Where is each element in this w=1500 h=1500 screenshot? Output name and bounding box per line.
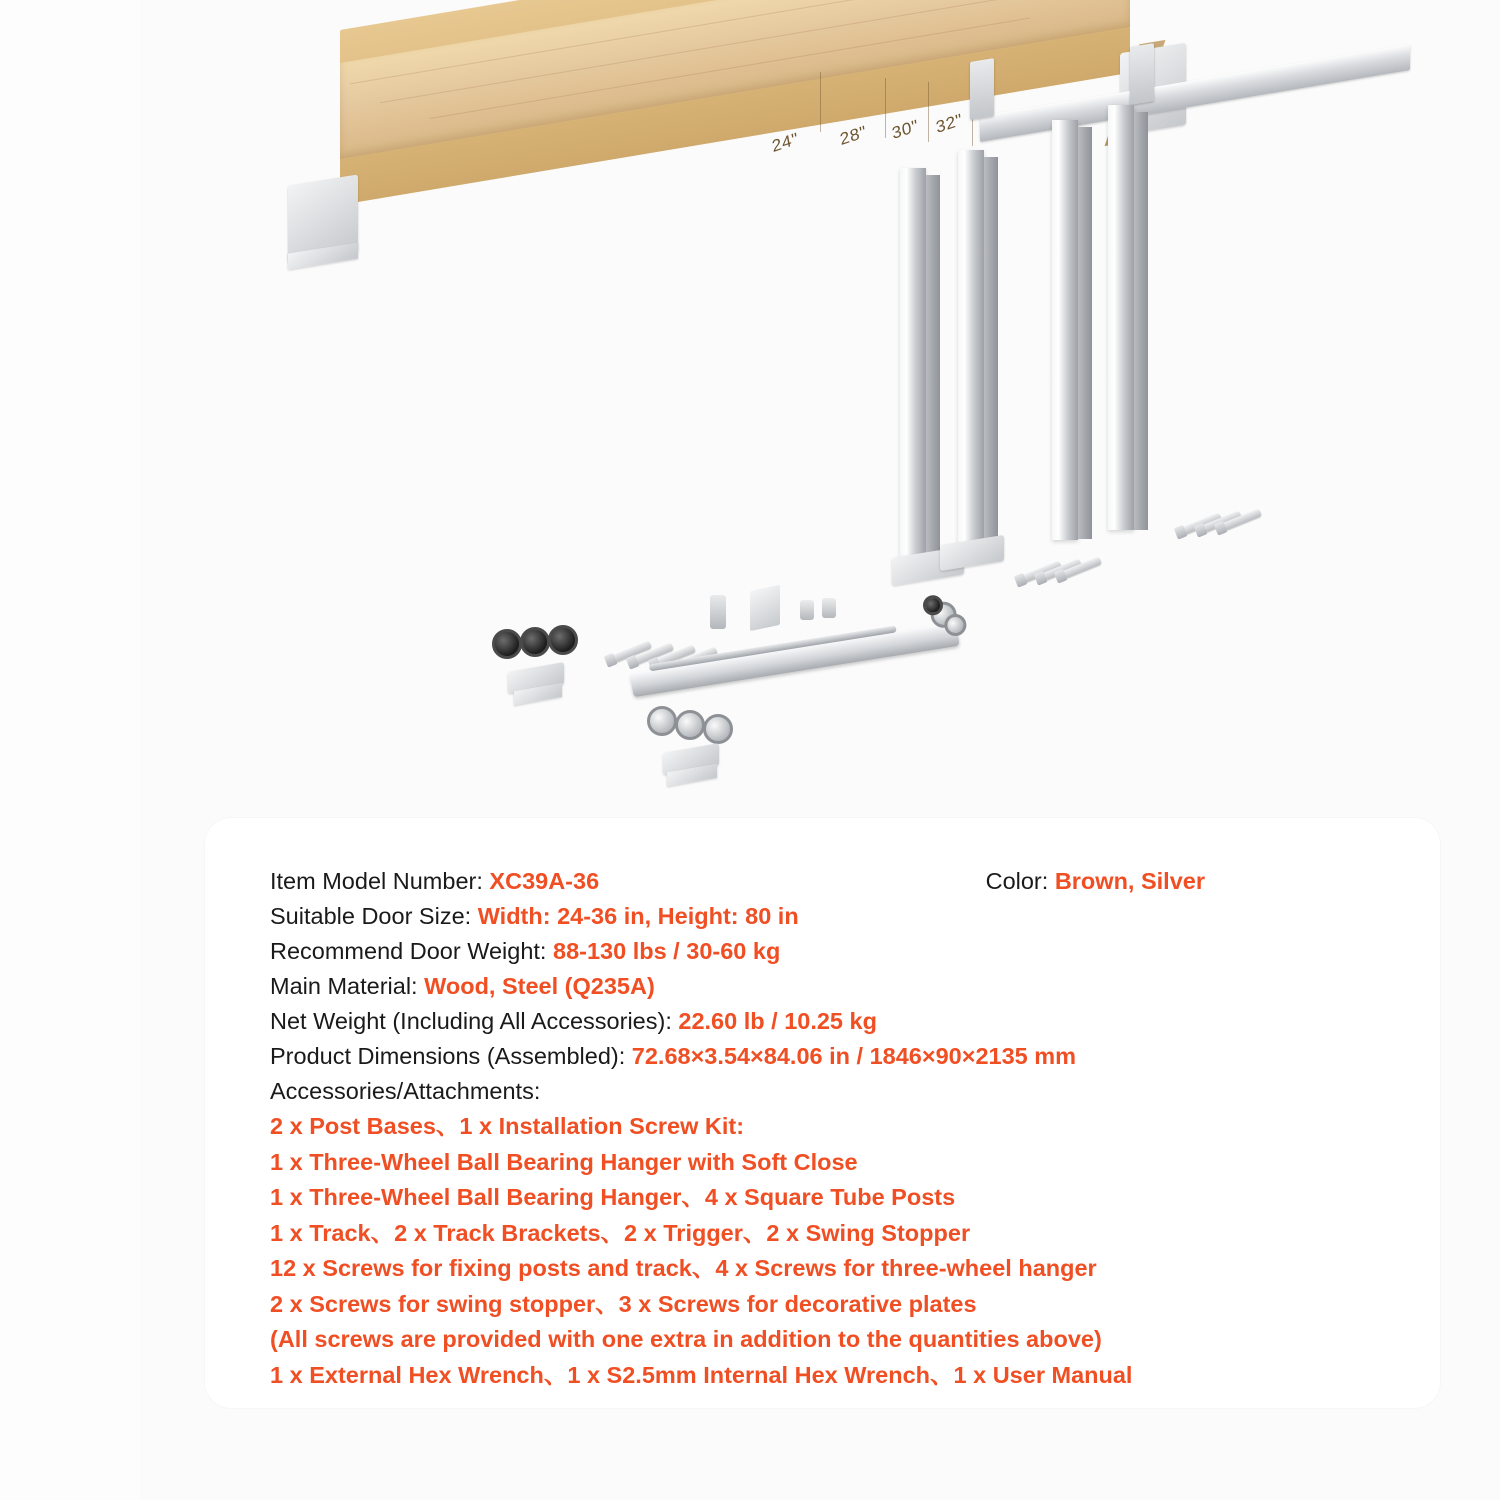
post-base-2 [940,535,1004,571]
model-color-row [270,864,1205,899]
dimensions-value: 72.68×3.54×84.06 in / 1846×90×2135 mm [631,1043,1077,1069]
track-bracket-right [1130,43,1154,105]
accessory-item: 12 x Screws for fixing posts and track、4 x Screws for three-wheel hanger [270,1255,1097,1281]
net-weight-label: Net Weight (Including All Accessories): [270,1008,672,1034]
square-tube-post-2 [958,150,984,555]
model-number-line [270,864,599,899]
accessories-label: Accessories/Attachments: [270,1078,541,1104]
track-bracket-left [970,58,994,120]
soft-close-track-assembly [627,603,982,717]
door-size-value: Width: 24-36 in, Height: 80 in [477,903,799,929]
net-weight-value: 22.60 lb / 10.25 kg [678,1008,877,1034]
accessory-item: 1 x External Hex Wrench、1 x S2.5mm Internal Hex Wrench、1 x User Manual [270,1361,1133,1388]
color-line [986,864,1205,899]
net-weight-line [270,1004,1400,1039]
swing-stopper-plate [750,585,780,631]
trigger-part-1 [710,595,726,629]
door-weight-label: Recommend Door Weight: [270,938,547,964]
accessory-note: (All screws are provided with one extra in addition to the quantities above) [270,1326,1102,1352]
accessory-item: 2 x Post Bases、1 x Installation Screw Kit: [270,1113,745,1139]
model-number-label: Item Model Number: [270,868,483,894]
material-line [270,969,1400,1004]
three-wheel-ball-bearing-hanger [490,625,586,671]
beam-mark-28: 28" [838,122,868,149]
material-value: Wood, Steel (Q235A) [424,973,655,999]
accessory-item: 1 x Three-Wheel Ball Bearing Hanger、4 x Square Tube Posts [270,1184,956,1210]
square-tube-post-2-side [984,157,998,555]
trigger-part-3 [822,598,836,618]
square-tube-post-4 [1108,105,1134,530]
beam-mark-24: 24" [770,129,800,156]
wood-header-beam [340,30,1340,330]
product-illustration [140,0,1500,820]
door-weight-line [270,934,1400,969]
door-size-line [270,899,1400,934]
square-tube-post-3 [1052,120,1078,540]
color-label: Color: [985,868,1049,894]
door-weight-value: 88-130 lbs / 30-60 kg [553,938,781,964]
square-tube-post-3-side [1078,127,1092,539]
square-tube-post-1-side [926,175,940,567]
material-label: Main Material: [270,973,418,999]
beam-mark-30: 30" [890,116,920,143]
trigger-part-2 [800,600,814,620]
accessory-item: 1 x Track、2 x Track Brackets、2 x Trigger、2 x Swing Stopper [270,1219,971,1246]
model-number-value: XC39A-36 [489,868,600,894]
square-tube-post-4-side [1134,112,1148,530]
specification-card [205,818,1440,1408]
door-size-label: Suitable Door Size: [270,903,472,929]
color-value: Brown, Silver [1054,868,1205,894]
square-tube-post-1 [900,168,926,568]
accessory-item: 2 x Screws for swing stopper、3 x Screws for decorative plates [270,1290,977,1317]
dimensions-line [270,1039,1400,1074]
dimensions-label: Product Dimensions (Assembled): [270,1043,626,1069]
accessory-item: 1 x Three-Wheel Ball Bearing Hanger with Soft Close [270,1148,858,1175]
beam-mark-32: 32" [934,110,964,137]
